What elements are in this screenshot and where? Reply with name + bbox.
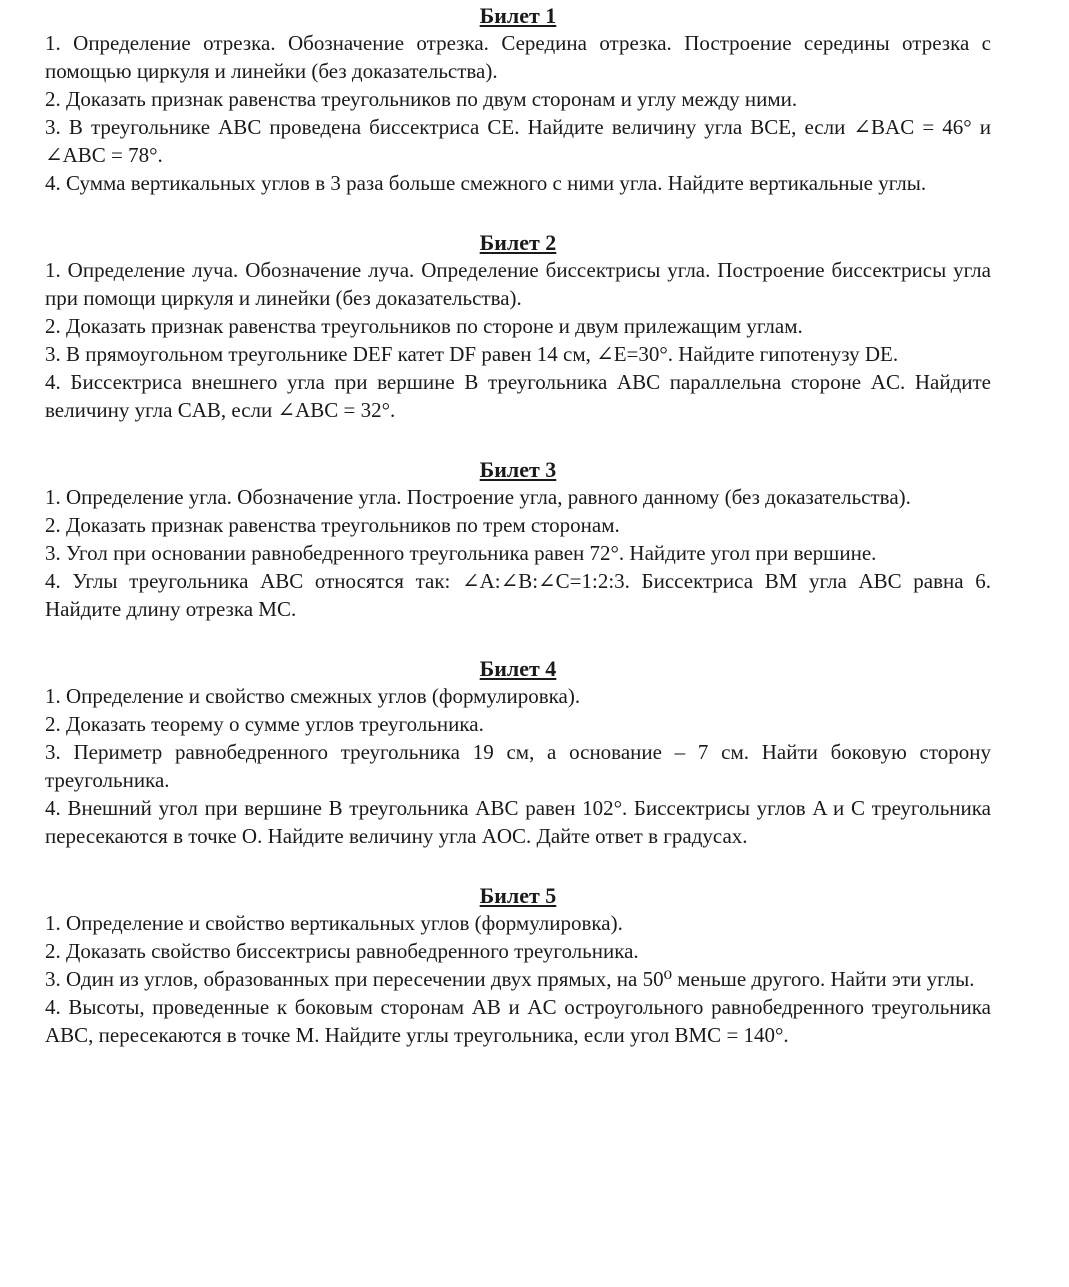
ticket-title: Билет 2 — [479, 230, 557, 255]
question-3: 3. В прямоугольном треугольнике DEF катет DF равен 14 см, ∠E=30°. Найдите гипотенузу DE. — [45, 342, 899, 366]
question-2: 2. Доказать свойство биссектрисы равнобедренного треугольника. — [45, 939, 639, 963]
question-4: 4. Биссектриса внешнего угла при вершине B треугольника ABC параллельна стороне AC. Найдите величину угла CAB, если ∠ABC = 32°. — [45, 370, 991, 422]
ticket-title: Билет 4 — [479, 656, 557, 681]
question-3: 3. Угол при основании равнобедренного треугольника равен 72°. Найдите угол при вершине. — [45, 541, 877, 565]
question-4: 4. Сумма вертикальных углов в 3 раза больше смежного с ними угла. Найдите вертикальные углы. — [45, 171, 927, 195]
question-3: 3. Один из углов, образованных при пересечении двух прямых, на 50⁰ меньше другого. Найти эти углы. — [45, 967, 975, 991]
question-3: 3. В треугольнике ABC проведена биссектриса CE. Найдите величину угла BCE, если ∠BAC = 46° и ∠ABC = 78°. — [45, 115, 991, 167]
ticket-title: Билет 3 — [479, 457, 557, 482]
ticket-3 — [45, 457, 991, 623]
question-1: 1. Определение отрезка. Обозначение отрезка. Середина отрезка. Построение середины отрезка с помощью циркуля и линейки (без доказательства). — [45, 31, 991, 83]
question-1: 1. Определение луча. Обозначение луча. Определение биссектрисы угла. Построение биссектрисы угла при помощи циркуля и линейки (без доказательства). — [45, 258, 991, 310]
question-4: 4. Углы треугольника ABC относятся так: ∠A:∠B:∠C=1:2:3. Биссектриса BM угла ABC равна 6. Найдите длину отрезка MC. — [45, 569, 991, 621]
ticket-4 — [45, 656, 991, 850]
question-3: 3. Периметр равнобедренного треугольника 19 см, а основание – 7 см. Найти боковую сторону треугольника. — [45, 740, 991, 792]
question-1: 1. Определение угла. Обозначение угла. Построение угла, равного данному (без доказательства). — [45, 485, 911, 509]
ticket-title: Билет 1 — [479, 3, 557, 28]
question-4: 4. Внешний угол при вершине B треугольника ABC равен 102°. Биссектрисы углов A и C треугольника пересекаются в точке O. Найдите величину угла AOC. Дайте ответ в градусах. — [45, 796, 991, 848]
question-4: 4. Высоты, проведенные к боковым сторонам AB и AC остроугольного равнобедренного треугольника ABC, пересекаются в точке M. Найдите углы треугольника, если угол BMC = 140°. — [45, 995, 991, 1047]
question-2: 2. Доказать признак равенства треугольников по двум сторонам и углу между ними. — [45, 87, 798, 111]
question-1: 1. Определение и свойство смежных углов (формулировка). — [45, 684, 581, 708]
ticket-title: Билет 5 — [479, 883, 557, 908]
question-2: 2. Доказать признак равенства треугольников по трем сторонам. — [45, 513, 620, 537]
ticket-1 — [45, 3, 991, 197]
question-2: 2. Доказать теорему о сумме углов треугольника. — [45, 712, 484, 736]
ticket-2 — [45, 230, 991, 424]
ticket-5 — [45, 883, 991, 1049]
question-1: 1. Определение и свойство вертикальных углов (формулировка). — [45, 911, 623, 935]
question-2: 2. Доказать признак равенства треугольников по стороне и двум прилежащим углам. — [45, 314, 803, 338]
